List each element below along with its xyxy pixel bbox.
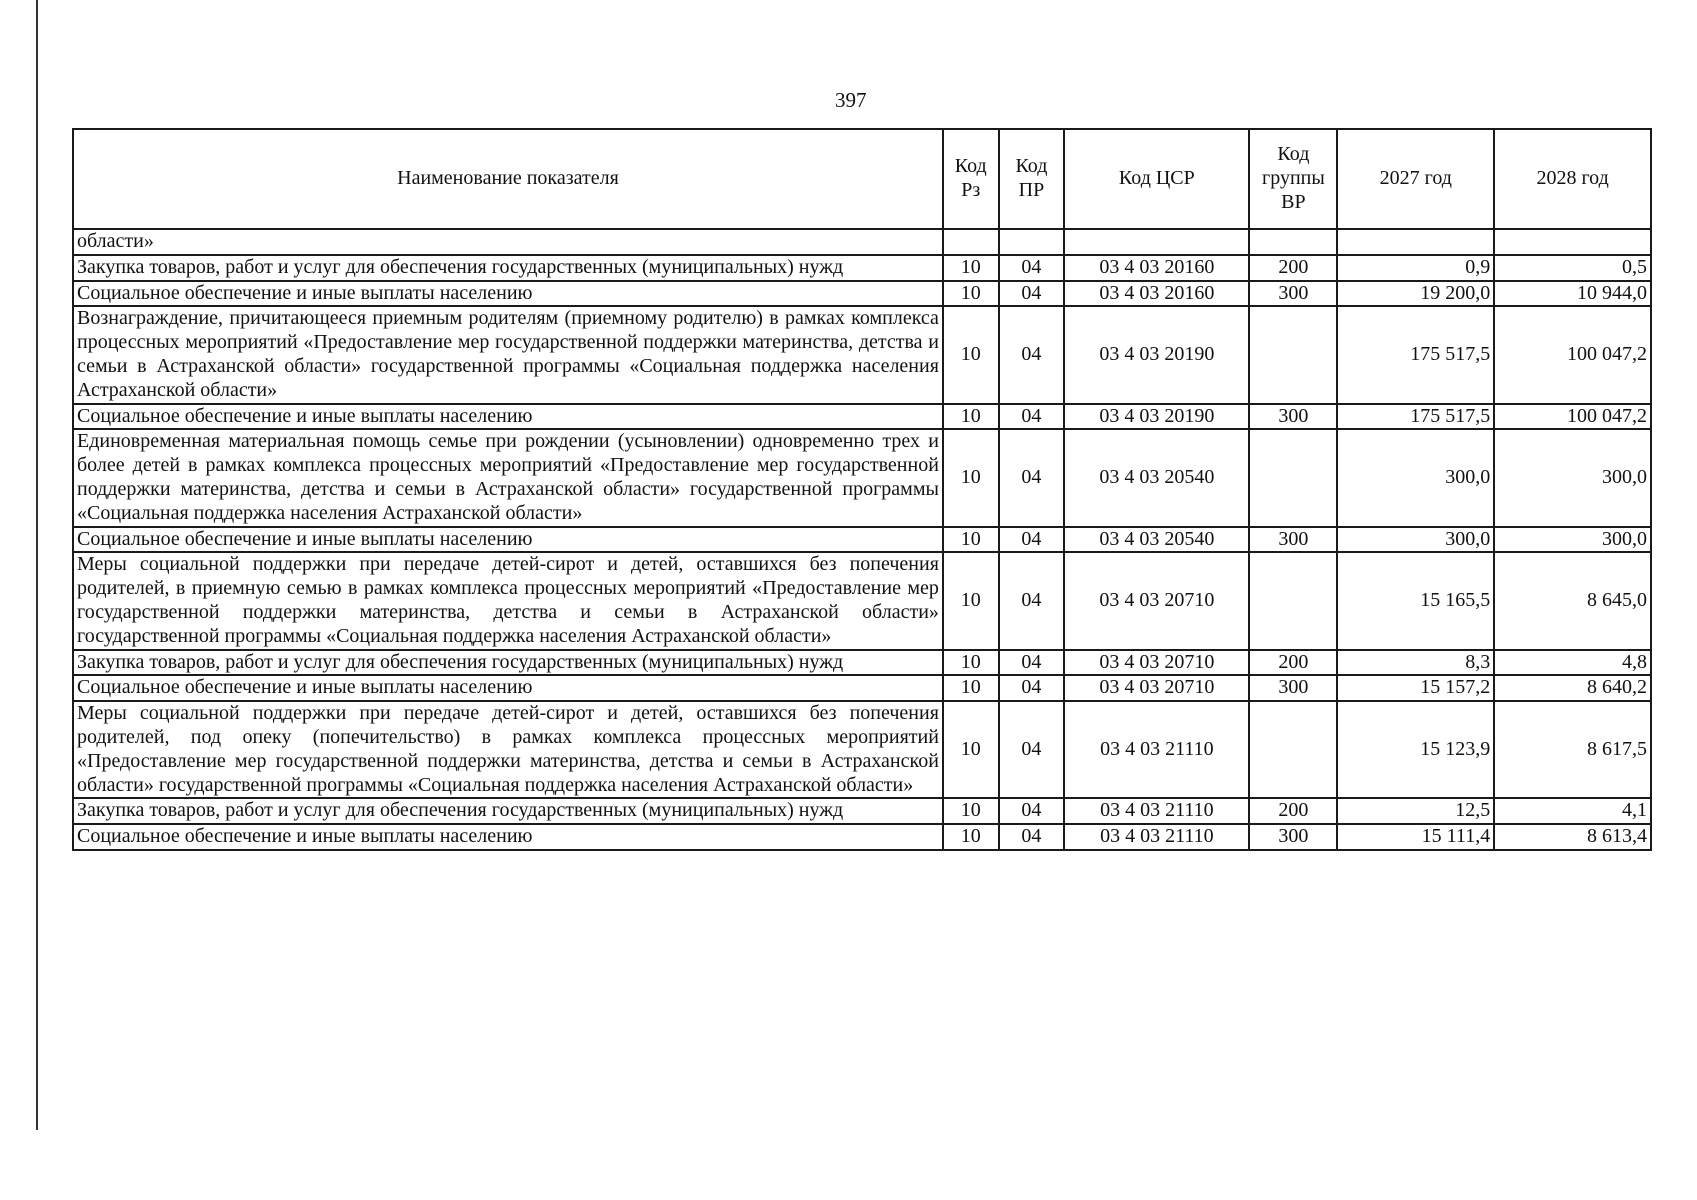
cell-vr: 200 <box>1249 255 1337 281</box>
table-row <box>73 429 1651 526</box>
header-vr: Код группы ВР <box>1249 129 1337 229</box>
cell-rz: 10 <box>943 404 999 430</box>
cell-vr: 300 <box>1249 404 1337 430</box>
table-row <box>73 527 1651 553</box>
table-row <box>73 306 1651 403</box>
cell-csr: 03 4 03 20160 <box>1064 255 1249 281</box>
cell-vr: 300 <box>1249 824 1337 850</box>
cell-pr: 04 <box>999 701 1065 798</box>
cell-name: Вознаграждение, причитающееся приемным родителям (приемному родителю) в рамках комплекса процессных мероприятий «Предоставление мер государственной поддержки материнства, детства и семьи в Астраханской области» государственной программы «Социальная поддержка населения Астраханской области» <box>73 306 943 403</box>
cell-y2027: 175 517,5 <box>1337 404 1494 430</box>
header-rz: Код Рз <box>943 129 999 229</box>
cell-y2028: 10 944,0 <box>1494 281 1651 307</box>
cell-csr: 03 4 03 21110 <box>1064 798 1249 824</box>
budget-table <box>72 128 1652 851</box>
table-row <box>73 824 1651 850</box>
cell-vr <box>1249 701 1337 798</box>
cell-y2027: 175 517,5 <box>1337 306 1494 403</box>
cell-rz: 10 <box>943 255 999 281</box>
cell-pr: 04 <box>999 404 1065 430</box>
cell-y2028: 4,1 <box>1494 798 1651 824</box>
cell-y2027: 15 123,9 <box>1337 701 1494 798</box>
cell-y2027: 15 111,4 <box>1337 824 1494 850</box>
cell-pr: 04 <box>999 429 1065 526</box>
cell-rz: 10 <box>943 527 999 553</box>
cell-pr <box>999 229 1065 255</box>
cell-name: Социальное обеспечение и иные выплаты населению <box>73 527 943 553</box>
cell-y2027: 12,5 <box>1337 798 1494 824</box>
table-row <box>73 281 1651 307</box>
cell-pr: 04 <box>999 798 1065 824</box>
cell-rz: 10 <box>943 552 999 649</box>
cell-y2028: 300,0 <box>1494 527 1651 553</box>
page-number: 397 <box>835 88 867 112</box>
cell-rz: 10 <box>943 306 999 403</box>
cell-csr: 03 4 03 20190 <box>1064 306 1249 403</box>
cell-pr: 04 <box>999 675 1065 701</box>
cell-name: Социальное обеспечение и иные выплаты населению <box>73 404 943 430</box>
cell-vr: 300 <box>1249 281 1337 307</box>
cell-name: Социальное обеспечение и иные выплаты населению <box>73 675 943 701</box>
page-binding-line <box>36 0 38 1130</box>
header-row <box>73 129 1651 229</box>
cell-pr: 04 <box>999 527 1065 553</box>
cell-y2028: 100 047,2 <box>1494 306 1651 403</box>
cell-name: Закупка товаров, работ и услуг для обеспечения государственных (муниципальных) нужд <box>73 798 943 824</box>
cell-pr: 04 <box>999 255 1065 281</box>
cell-pr: 04 <box>999 552 1065 649</box>
cell-y2027: 300,0 <box>1337 527 1494 553</box>
cell-vr: 300 <box>1249 527 1337 553</box>
table-row <box>73 255 1651 281</box>
cell-y2028: 8 613,4 <box>1494 824 1651 850</box>
cell-vr <box>1249 306 1337 403</box>
cell-rz: 10 <box>943 824 999 850</box>
cell-y2028: 0,5 <box>1494 255 1651 281</box>
cell-y2027: 19 200,0 <box>1337 281 1494 307</box>
cell-y2027: 0,9 <box>1337 255 1494 281</box>
cell-name: Социальное обеспечение и иные выплаты населению <box>73 824 943 850</box>
cell-y2028: 300,0 <box>1494 429 1651 526</box>
table-row <box>73 798 1651 824</box>
cell-y2027: 8,3 <box>1337 650 1494 676</box>
table-row <box>73 552 1651 649</box>
table-row <box>73 650 1651 676</box>
header-2027: 2027 год <box>1337 129 1494 229</box>
cell-name: Закупка товаров, работ и услуг для обеспечения государственных (муниципальных) нужд <box>73 255 943 281</box>
cell-name: Меры социальной поддержки при передаче детей-сирот и детей, оставшихся без попечения родителей, в приемную семью в рамках комплекса процессных мероприятий «Предоставление мер государственной поддержки материнства, детства и семьи в Астраханской области» государственной программы «Социальная поддержка населения Астраханской области» <box>73 552 943 649</box>
header-2028: 2028 год <box>1494 129 1651 229</box>
cell-name: области» <box>73 229 943 255</box>
cell-vr: 300 <box>1249 675 1337 701</box>
cell-pr: 04 <box>999 824 1065 850</box>
cell-csr: 03 4 03 20540 <box>1064 429 1249 526</box>
cell-csr: 03 4 03 20190 <box>1064 404 1249 430</box>
cell-y2028: 100 047,2 <box>1494 404 1651 430</box>
cell-csr: 03 4 03 20710 <box>1064 675 1249 701</box>
cell-pr: 04 <box>999 650 1065 676</box>
cell-y2027: 300,0 <box>1337 429 1494 526</box>
cell-y2028: 8 617,5 <box>1494 701 1651 798</box>
cell-y2028: 8 645,0 <box>1494 552 1651 649</box>
cell-name: Единовременная материальная помощь семье при рождении (усыновлении) одновременно трех и более детей в рамках комплекса процессных мероприятий «Предоставление мер государственной поддержки материнства, детства и семьи в Астраханской области» государственной программы «Социальная поддержка населения Астраханской области» <box>73 429 943 526</box>
cell-y2027: 15 165,5 <box>1337 552 1494 649</box>
cell-vr <box>1249 552 1337 649</box>
cell-y2027 <box>1337 229 1494 255</box>
cell-csr: 03 4 03 20160 <box>1064 281 1249 307</box>
header-name: Наименование показателя <box>73 129 943 229</box>
cell-name: Меры социальной поддержки при передаче детей-сирот и детей, оставшихся без попечения родителей, под опеку (попечительство) в рамках комплекса процессных мероприятий «Предоставление мер государственной поддержки материнства, детства и семьи в Астраханской области» государственной программы «Социальная поддержка населения Астраханской области» <box>73 701 943 798</box>
cell-y2028: 8 640,2 <box>1494 675 1651 701</box>
cell-vr: 200 <box>1249 650 1337 676</box>
cell-rz: 10 <box>943 281 999 307</box>
cell-y2028 <box>1494 229 1651 255</box>
cell-rz: 10 <box>943 650 999 676</box>
table-row <box>73 404 1651 430</box>
cell-pr: 04 <box>999 281 1065 307</box>
cell-csr: 03 4 03 21110 <box>1064 824 1249 850</box>
cell-csr: 03 4 03 21110 <box>1064 701 1249 798</box>
cell-name: Закупка товаров, работ и услуг для обеспечения государственных (муниципальных) нужд <box>73 650 943 676</box>
cell-rz <box>943 229 999 255</box>
cell-name: Социальное обеспечение и иные выплаты населению <box>73 281 943 307</box>
cell-pr: 04 <box>999 306 1065 403</box>
table-row <box>73 229 1651 255</box>
header-csr: Код ЦСР <box>1064 129 1249 229</box>
cell-csr: 03 4 03 20710 <box>1064 650 1249 676</box>
table-row <box>73 701 1651 798</box>
cell-rz: 10 <box>943 798 999 824</box>
cell-vr <box>1249 229 1337 255</box>
header-pr: Код ПР <box>999 129 1065 229</box>
cell-csr <box>1064 229 1249 255</box>
cell-vr: 200 <box>1249 798 1337 824</box>
cell-y2027: 15 157,2 <box>1337 675 1494 701</box>
cell-csr: 03 4 03 20710 <box>1064 552 1249 649</box>
cell-rz: 10 <box>943 701 999 798</box>
cell-rz: 10 <box>943 675 999 701</box>
cell-vr <box>1249 429 1337 526</box>
cell-rz: 10 <box>943 429 999 526</box>
table-row <box>73 675 1651 701</box>
cell-csr: 03 4 03 20540 <box>1064 527 1249 553</box>
cell-y2028: 4,8 <box>1494 650 1651 676</box>
